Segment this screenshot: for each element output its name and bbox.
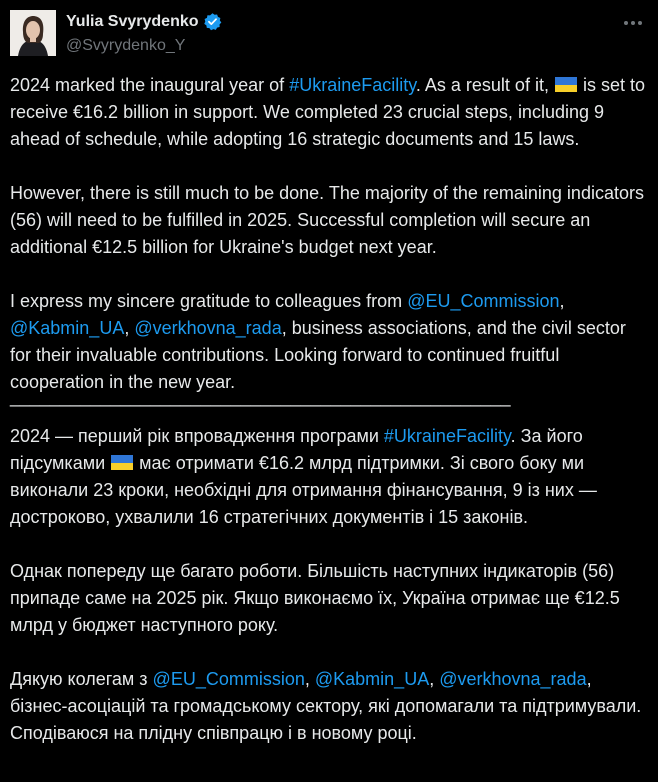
tweet-header bbox=[0, 0, 658, 70]
text-span: is set to receive €16.2 billion in support. We completed 23 crucial steps, including 9 ahead of schedule, while adopting 16 strategic documents and 15 laws. bbox=[10, 75, 645, 149]
text-span: , бізнес-асоціацій та громадському сектору, які допомагали та підтримували. Сподіваюся на плідну співпрацю і в новому році. bbox=[10, 669, 642, 743]
paragraph-gap bbox=[10, 531, 650, 558]
text-span: , bbox=[124, 318, 135, 338]
mention-link[interactable]: @EU_Commission bbox=[407, 291, 560, 311]
mention-link[interactable]: @verkhovna_rada bbox=[439, 669, 587, 689]
tweet-paragraph-ua-1 bbox=[10, 423, 650, 531]
author-name-line[interactable] bbox=[66, 12, 222, 31]
text-span: . За його підсумками bbox=[10, 426, 583, 473]
mention-link[interactable]: @verkhovna_rada bbox=[134, 318, 282, 338]
text-span: 2024 — перший рік впровадження програми bbox=[10, 426, 384, 446]
tweet-paragraph-en-2: However, there is still much to be done. The majority of the remaining indicators (56) will need to be fulfilled in 2025. Successful completion will secure an additional €12.5 billion for Ukraine's budget next year. bbox=[10, 183, 644, 257]
ukraine-flag-emoji bbox=[555, 77, 577, 92]
mention-link[interactable]: @Kabmin_UA bbox=[10, 318, 125, 338]
text-span: , bbox=[559, 291, 565, 311]
text-span: I express my sincere gratitude to colleagues from bbox=[10, 291, 408, 311]
text-span: , bbox=[429, 669, 440, 689]
more-options-icon[interactable] bbox=[622, 13, 644, 33]
mention-link[interactable]: @Kabmin_UA bbox=[314, 669, 430, 689]
text-span: Дякую колегам з bbox=[10, 669, 153, 689]
text-span: 2024 marked the inaugural year of bbox=[10, 75, 290, 95]
paragraph-gap bbox=[10, 639, 650, 666]
divider bbox=[10, 387, 650, 423]
tweet-paragraph-en-1 bbox=[10, 72, 650, 153]
tweet-paragraph-ua-2: Однак попереду ще багато роботи. Більшість наступних індикаторів (56) припаде саме на 2025 рік. Якщо виконаємо їх, Україна отримає ще €12.5 млрд у бюджет наступного року. bbox=[10, 561, 620, 635]
paragraph-gap bbox=[10, 261, 650, 288]
hashtag-link[interactable]: #UkraineFacility bbox=[383, 426, 511, 446]
mention-link[interactable]: @EU_Commission bbox=[152, 669, 305, 689]
tweet-text bbox=[10, 72, 650, 747]
tweet-paragraph-en-3 bbox=[10, 288, 650, 396]
avatar-image bbox=[10, 10, 56, 56]
text-span: має отримати €16.2 млрд підтримки. Зі свого боку ми виконали 23 кроки, необхідні для отримання фінансування, 9 із них — достроково, ухвалили 16 стратегічних документів і 15 законів. bbox=[10, 453, 597, 527]
divider-text: __________________________________________________ bbox=[10, 387, 511, 407]
text-span: , bbox=[304, 669, 315, 689]
paragraph-gap bbox=[10, 153, 650, 180]
ukraine-flag-emoji bbox=[111, 455, 133, 470]
avatar[interactable] bbox=[10, 10, 56, 56]
tweet-paragraph-ua-3 bbox=[10, 666, 650, 747]
author-handle[interactable]: @Svyrydenko_Y bbox=[66, 37, 186, 54]
text-span: , business associations, and the civil sector for their invaluable contributions. Looking forward to continued fruitful cooperation in the new year. bbox=[10, 318, 626, 392]
hashtag-link[interactable]: #UkraineFacility bbox=[289, 75, 416, 95]
text-span: . As a result of it, bbox=[415, 75, 554, 95]
verified-badge-icon[interactable] bbox=[203, 12, 222, 31]
author-name[interactable]: Yulia Svyrydenko bbox=[66, 12, 199, 30]
